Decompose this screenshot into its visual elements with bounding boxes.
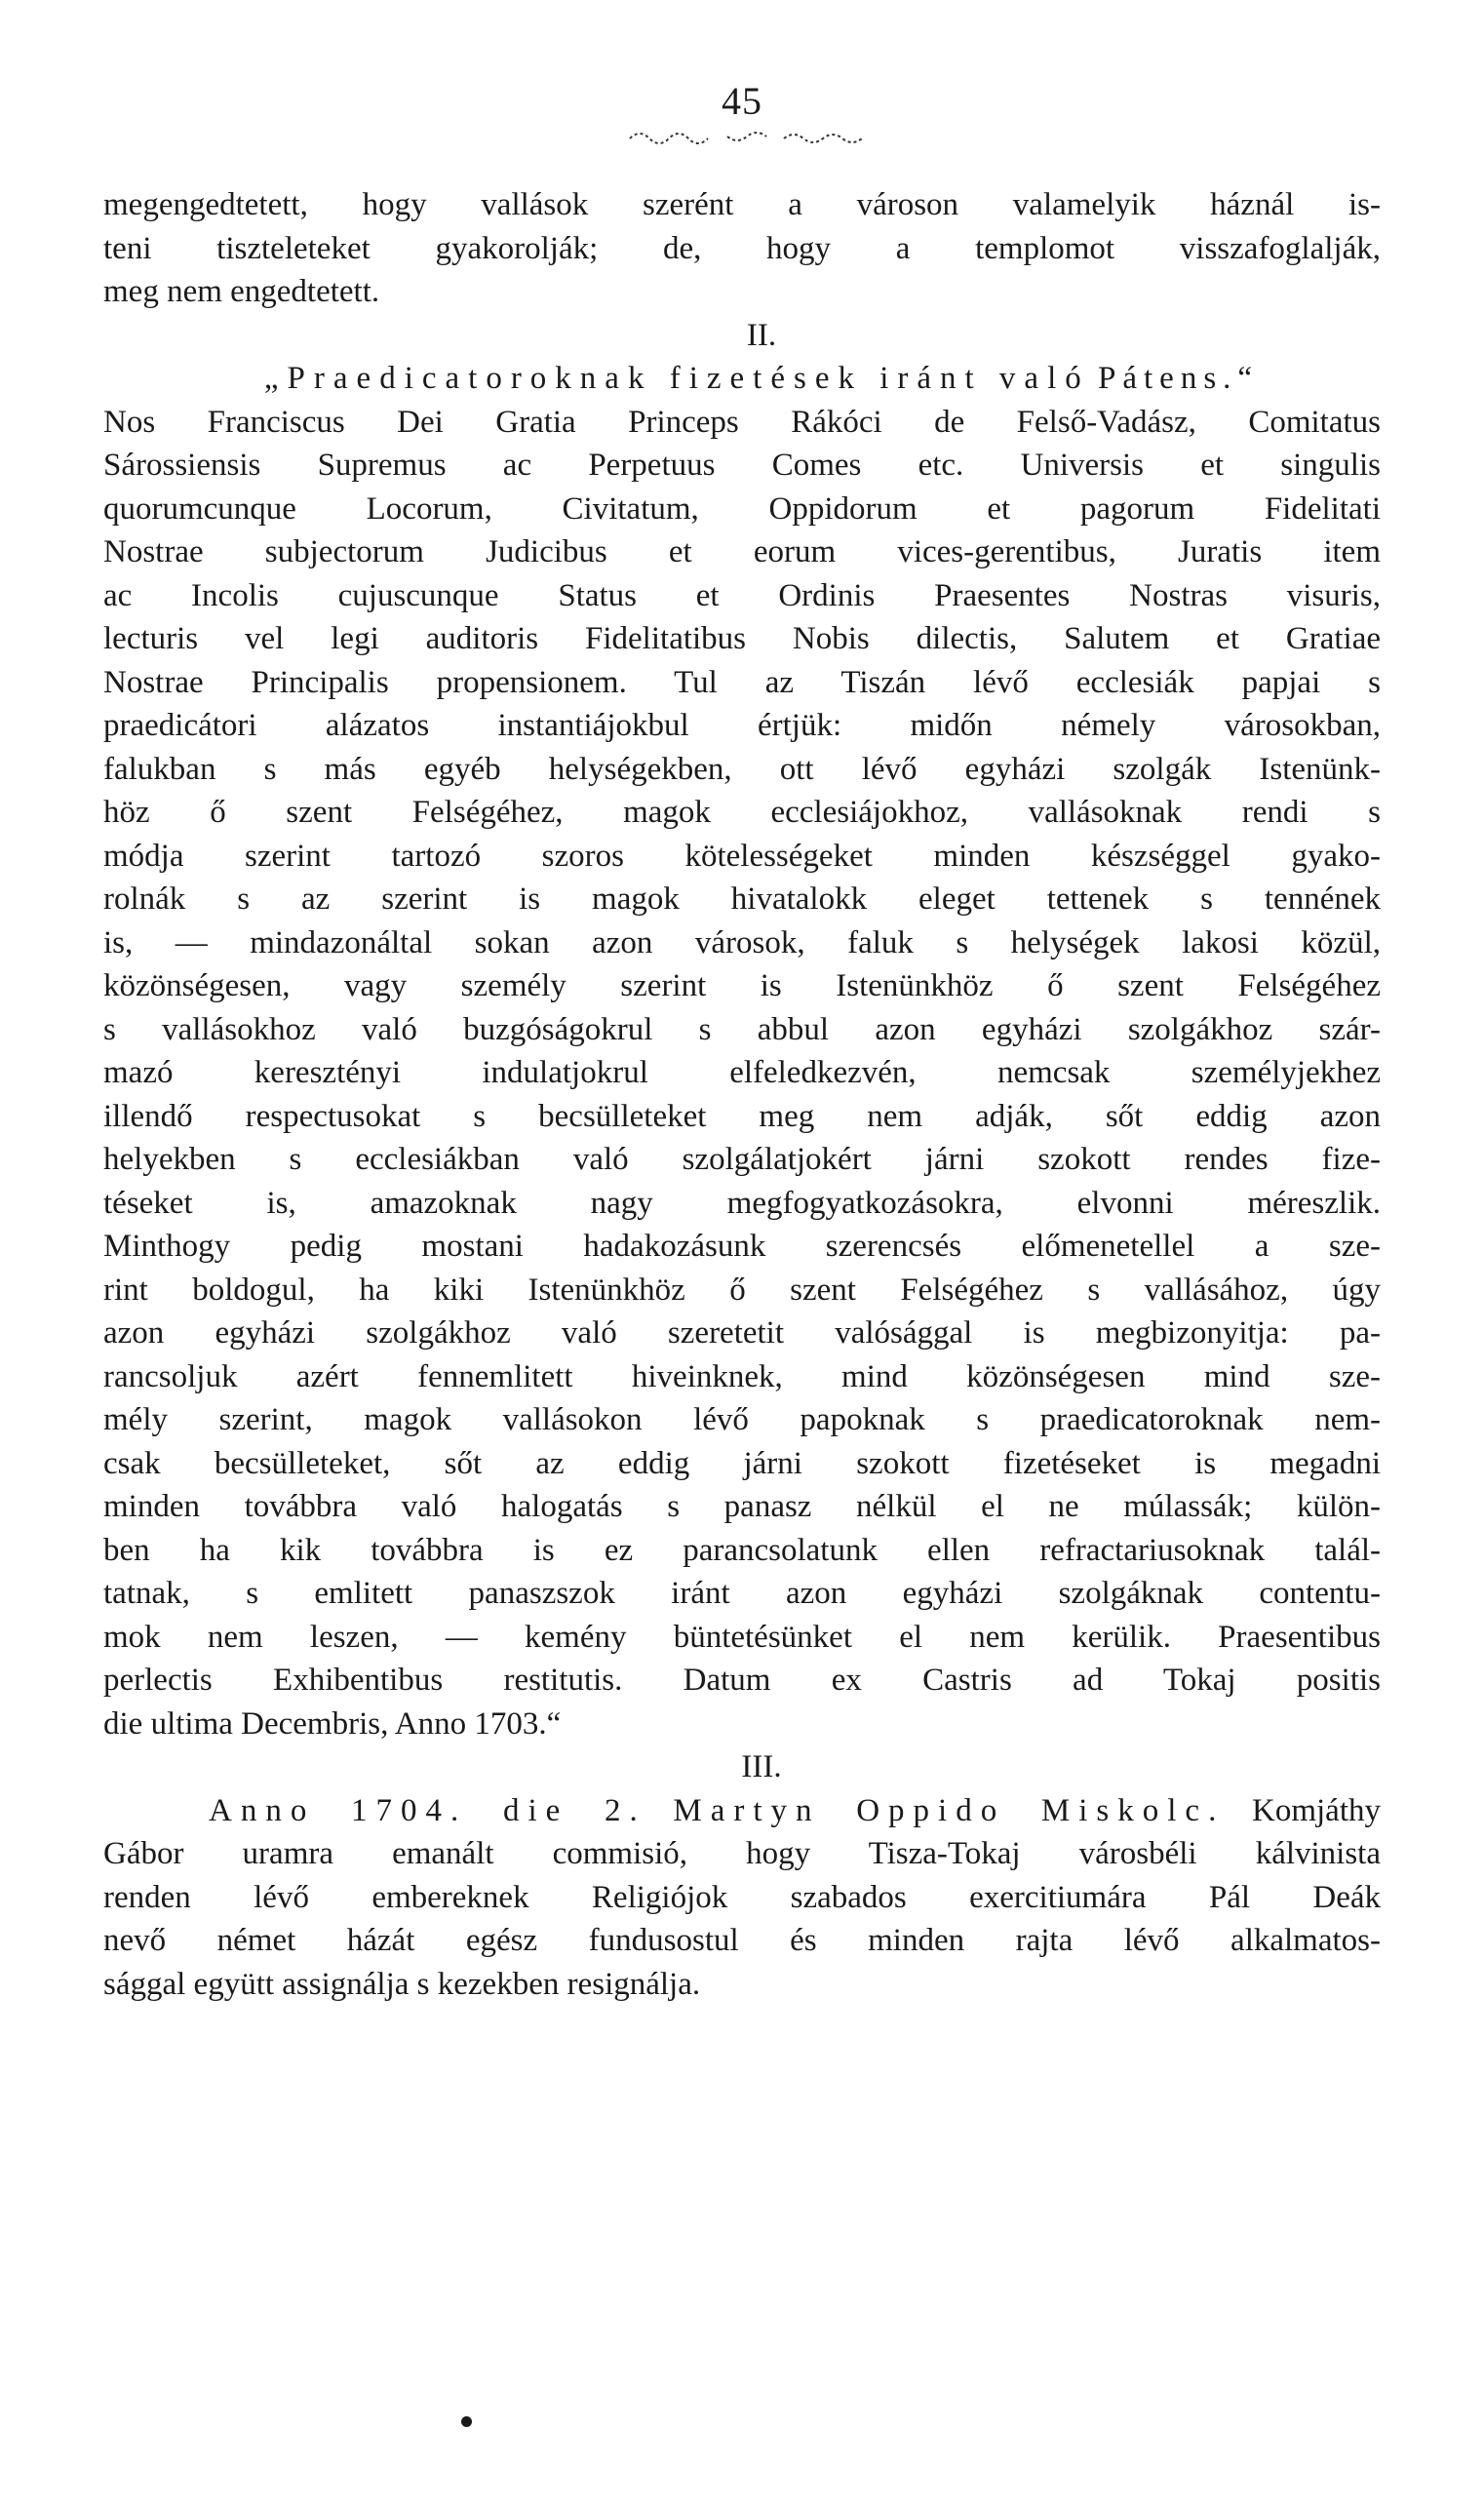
text-line: rolnák s az szerint is magok hivatalokk eleget tettenek s tennének	[103, 881, 1381, 917]
text-line: Sárossiensis Supremus ac Perpetuus Comes etc. Universis et singulis	[103, 448, 1381, 483]
text-line: rancsoljuk azért fennemlitett hiveinknek, mind közönségesen mind sze-	[103, 1358, 1381, 1394]
lead-part: Komjáthy	[1252, 1792, 1381, 1828]
text-line: quorumcunque Locorum, Civitatum, Oppidorum et pagorum Fidelitati	[103, 490, 1381, 527]
page-number: 45	[722, 79, 762, 123]
text-line: höz ő szent Felségéhez, magok ecclesiájokhoz, vallásoknak rendi s	[103, 795, 1381, 830]
section-title-part: „Praedicatoroknak fizetések iránt való	[263, 361, 1090, 396]
text-line: lecturis vel legi auditoris Fidelitatibus Nobis dilectis, Salutem et Gratiae	[103, 621, 1381, 656]
text-line: perlectis Exhibentibus restitutis. Datum ex Castris ad Tokaj positis	[103, 1663, 1381, 1698]
text-line: ac Incolis cujuscunque Status et Ordinis Praesentes Nostras visuris,	[103, 577, 1381, 613]
text-line: illendő respectusokat s becsülleteket meg nem adják, sőt eddig azon	[103, 1098, 1381, 1134]
text-line: ben ha kik továbbra is ez parancsolatunk ellen refractariusoknak talál-	[103, 1532, 1381, 1568]
text-line: s vallásokhoz való buzgóságokrul s abbul azon egyházi szolgákhoz szár-	[103, 1011, 1381, 1047]
text-line: mok nem leszen, — kemény büntetésünket el nem kerülik. Praesentibus	[103, 1619, 1381, 1655]
section-title-2	[103, 357, 1381, 401]
text-line: tatnak, s emlitett panaszszok iránt azon egyházi szolgáknak contentu-	[103, 1576, 1381, 1611]
text-line: nevő német házát egész fundusostul és minden rajta lévő alkalmatos-	[103, 1923, 1381, 1958]
text-line: meg nem engedtetett.	[103, 274, 380, 309]
text-line: Nostrae subjectorum Judicibus et eorum vices-gerentibus, Juratis item	[103, 534, 1381, 569]
text-line: die ultima Decembris, Anno 1703.“	[103, 1705, 562, 1742]
footer-dot-icon	[461, 2416, 472, 2427]
lead-part: Anno 1704. die 2.	[209, 1792, 646, 1828]
text-line: téseket is, amazoknak nagy megfogyatkozásokra, elvonni méreszlik.	[103, 1185, 1381, 1221]
lead-part: Martyn Oppido Miskolc.	[673, 1792, 1226, 1828]
section-title-part: Pátens.“	[1098, 361, 1260, 396]
text-line: teni tiszteleteket gyakorolják; de, hogy a templomot visszafoglalják,	[103, 230, 1381, 266]
text-line: mély szerint, magok vallásokon lévő papoknak s praedicatoroknak nem-	[103, 1402, 1381, 1437]
text-line: módja szerint tartozó szoros kötelességeket minden készséggel gyako-	[103, 838, 1381, 874]
section-heading-2: II.	[746, 317, 777, 353]
body-text	[103, 183, 1381, 2006]
text-line	[103, 1789, 1381, 1833]
text-line: rint boldogul, ha kiki Istenünkhöz ő szent Felségéhez s vallásához, úgy	[103, 1272, 1381, 1308]
text-line: közönségesen, vagy személy szerint is Istenünkhöz ő szent Felségéhez	[103, 968, 1381, 1003]
text-line: mazó keresztényi indulatjokrul elfeledkezvén, nemcsak személyjekhez	[103, 1055, 1381, 1090]
text-line: Nos Franciscus Dei Gratia Princeps Rákóci de Felső-Vadász, Comitatus	[103, 404, 1381, 440]
text-line: is, — mindazonáltal sokan azon városok, faluk s helységek lakosi közül,	[103, 924, 1381, 960]
text-line: azon egyházi szolgákhoz való szeretetit valósággal is megbizonyitja: pa-	[103, 1315, 1381, 1351]
section-heading-3: III.	[741, 1749, 782, 1784]
text-line: megengedtetett, hogy vallások szerént a városon valamelyik háznál is-	[103, 187, 1381, 222]
text-line: Gábor uramra emanált commisió, hogy Tisza-Tokaj városbéli kálvinista	[103, 1836, 1381, 1871]
text-line: sággal együtt assignálja s kezekben resignálja.	[103, 1966, 701, 2002]
text-line: Minthogy pedig mostani hadakozásunk szerencsés előmenetellel a sze-	[103, 1229, 1381, 1264]
text-line: praedicátori alázatos instantiájokbul értjük: midőn némely városokban,	[103, 708, 1381, 743]
header-ornament-icon	[620, 125, 874, 148]
document-page	[103, 0, 1381, 2507]
text-line: minden továbbra való halogatás s panasz nélkül el ne múlassák; külön-	[103, 1489, 1381, 1524]
text-line: helyekben s ecclesiákban való szolgálatjokért járni szokott rendes fize-	[103, 1142, 1381, 1177]
text-line: falukban s más egyéb helységekben, ott lévő egyházi szolgák Istenünk-	[103, 751, 1381, 787]
text-line: csak becsülleteket, sőt az eddig járni szokott fizetéseket is megadni	[103, 1445, 1381, 1481]
text-line: Nostrae Principalis propensionem. Tul az Tiszán lévő ecclesiák papjai s	[103, 664, 1381, 700]
text-line: renden lévő embereknek Religiójok szabados exercitiumára Pál Deák	[103, 1879, 1381, 1915]
